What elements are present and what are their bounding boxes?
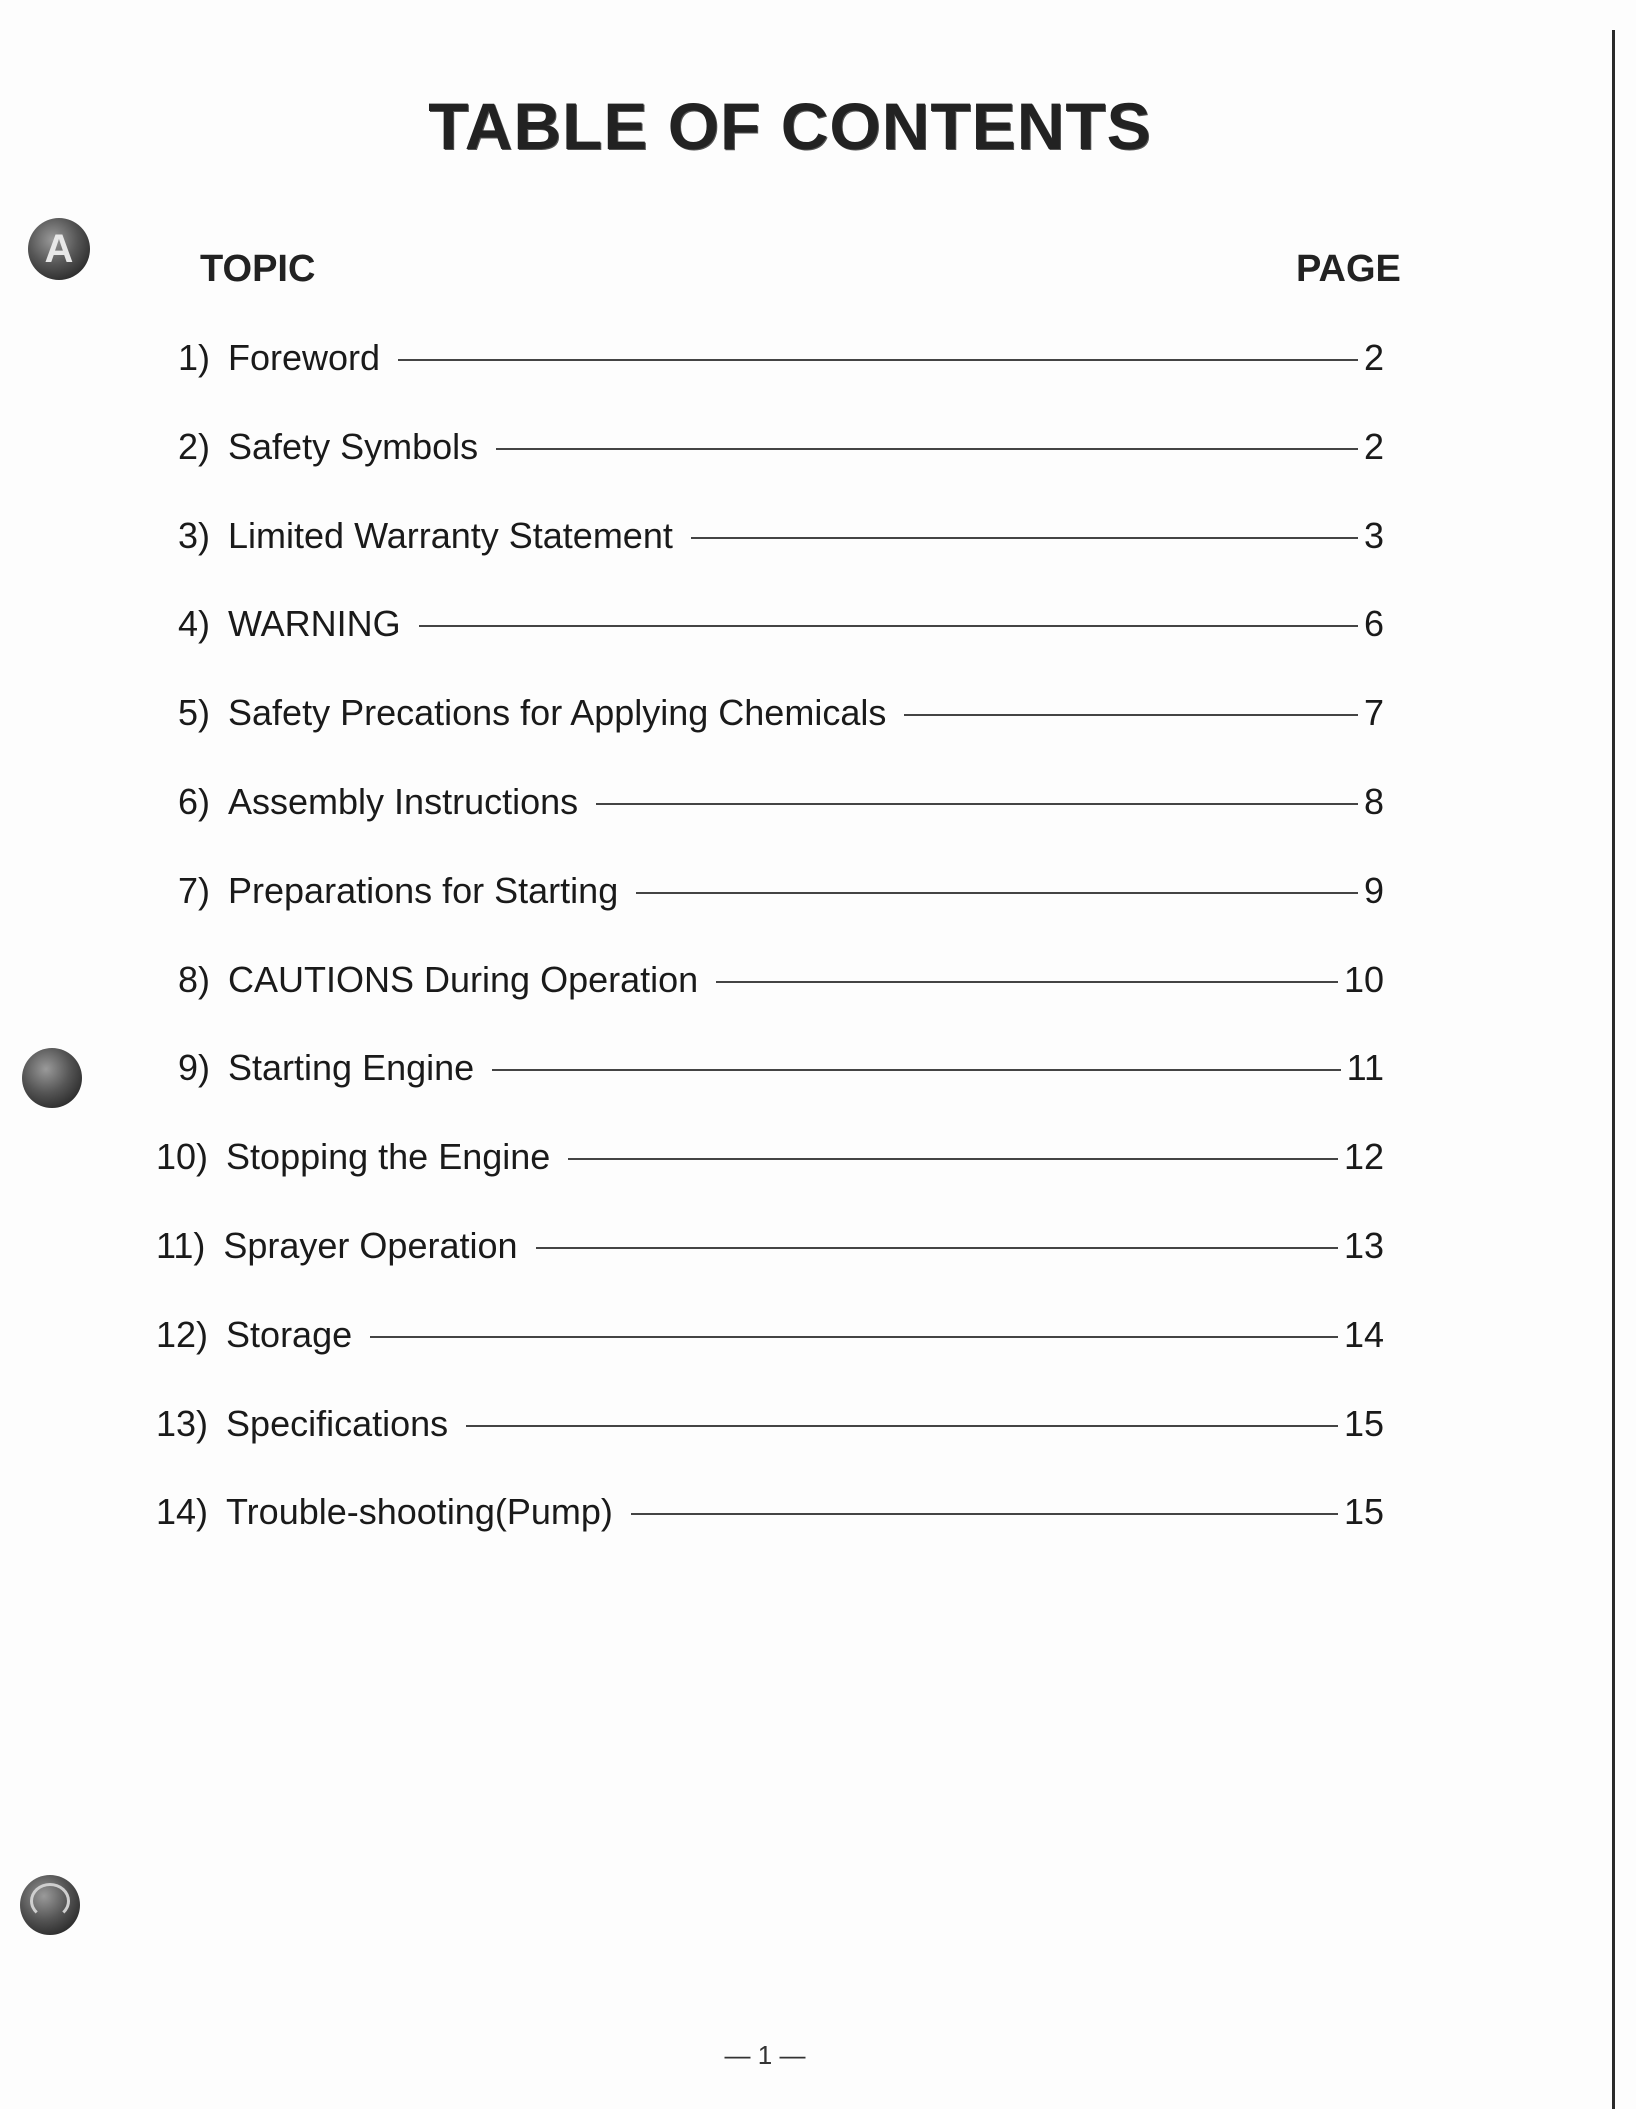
toc-entry bbox=[178, 422, 1384, 472]
toc-entry-number: 11) bbox=[156, 1225, 206, 1266]
toc-entry-page: 10 bbox=[1343, 958, 1384, 1000]
toc-entry bbox=[178, 866, 1384, 916]
toc-entry bbox=[156, 1132, 1384, 1182]
toc-entry-page: 14 bbox=[1343, 1313, 1384, 1355]
toc-entry-label: Starting Engine bbox=[228, 1047, 475, 1089]
toc-leader-line bbox=[398, 359, 1358, 361]
toc-leader-line bbox=[466, 1425, 1338, 1427]
toc-entry-label: Sprayer Operation bbox=[223, 1225, 518, 1266]
toc-entry bbox=[156, 1399, 1384, 1449]
page-number-footer: — 1 — bbox=[724, 2040, 806, 2070]
toc-leader-line bbox=[496, 448, 1358, 450]
page-title: TABLE OF CONTENTS bbox=[428, 89, 1152, 163]
toc-leader-line bbox=[631, 1513, 1338, 1515]
toc-entry-page: 8 bbox=[1363, 781, 1384, 822]
toc-leader-line bbox=[691, 537, 1358, 539]
toc-entry bbox=[178, 333, 1384, 383]
toc-leader-line bbox=[904, 714, 1358, 716]
toc-leader-line bbox=[370, 1336, 1338, 1338]
column-header-page: PAGE bbox=[1296, 248, 1401, 290]
toc-entry-label: Assembly Instructions bbox=[228, 781, 579, 822]
toc-entry-page: 2 bbox=[1363, 425, 1384, 467]
toc-leader-line bbox=[492, 1069, 1340, 1071]
binder-hole-glyph: A bbox=[44, 227, 74, 271]
toc-entry-page: 15 bbox=[1343, 1402, 1384, 1444]
toc-entry bbox=[156, 1310, 1384, 1360]
toc-leader-line bbox=[636, 892, 1358, 894]
toc-entry-page: 15 bbox=[1343, 1491, 1384, 1533]
toc-entry-number: 1) bbox=[178, 337, 211, 378]
toc-entry-label: Specifications bbox=[226, 1402, 449, 1444]
toc-entry-page: 9 bbox=[1363, 869, 1384, 911]
toc-entry-number: 4) bbox=[178, 603, 211, 645]
toc-entry-label: Stopping the Engine bbox=[226, 1136, 551, 1178]
toc-leader-line bbox=[419, 625, 1358, 627]
toc-entry-number: 2) bbox=[178, 425, 211, 467]
toc-entry-page: 2 bbox=[1363, 337, 1384, 378]
toc-entry-number: 13) bbox=[156, 1402, 209, 1444]
toc-entry-label: Safety Precations for Applying Chemicals bbox=[228, 692, 887, 734]
toc-entry bbox=[178, 599, 1384, 649]
toc-entry-number: 10) bbox=[156, 1136, 209, 1178]
toc-entry bbox=[178, 1043, 1384, 1093]
toc-entry bbox=[178, 955, 1384, 1005]
toc-entry-label: Trouble-shooting(Pump) bbox=[226, 1491, 613, 1533]
toc-entry-number: 9) bbox=[178, 1047, 211, 1089]
toc-entry-number: 14) bbox=[156, 1491, 209, 1533]
toc-entry-number: 7) bbox=[178, 869, 211, 911]
toc-entry-label: CAUTIONS During Operation bbox=[228, 958, 699, 1000]
toc-entry-label: Storage bbox=[226, 1313, 353, 1355]
toc-entry-page: 13 bbox=[1343, 1225, 1384, 1266]
toc-entry bbox=[156, 1487, 1384, 1537]
toc-entry bbox=[178, 777, 1384, 827]
toc-entry-page: 6 bbox=[1363, 603, 1384, 645]
toc-entry-number: 12) bbox=[156, 1313, 209, 1355]
toc-entry-label: Safety Symbols bbox=[228, 425, 479, 467]
toc-entry-page: 7 bbox=[1363, 692, 1384, 734]
toc-entry bbox=[178, 688, 1384, 738]
toc-entry-label: Preparations for Starting bbox=[228, 869, 619, 911]
toc-entry-number: 6) bbox=[178, 781, 211, 822]
toc-entry-label: WARNING bbox=[228, 603, 401, 645]
toc-leader-line bbox=[536, 1247, 1338, 1249]
column-header-topic: TOPIC bbox=[200, 248, 316, 290]
toc-entry bbox=[156, 1221, 1384, 1271]
toc-entry-page: 12 bbox=[1343, 1136, 1384, 1178]
toc-leader-line bbox=[716, 981, 1338, 983]
toc-entry-label: Limited Warranty Statement bbox=[228, 514, 673, 556]
toc-leader-line bbox=[568, 1158, 1338, 1160]
toc-entry-label: Foreword bbox=[228, 337, 381, 378]
toc-leader-line bbox=[596, 803, 1358, 805]
toc-entry-page: 11 bbox=[1346, 1047, 1384, 1089]
toc-entry-page: 3 bbox=[1363, 514, 1384, 556]
toc-entry bbox=[178, 511, 1384, 561]
toc-entry-number: 5) bbox=[178, 692, 211, 734]
toc-entry-number: 3) bbox=[178, 514, 211, 556]
toc-entry-number: 8) bbox=[178, 958, 211, 1000]
